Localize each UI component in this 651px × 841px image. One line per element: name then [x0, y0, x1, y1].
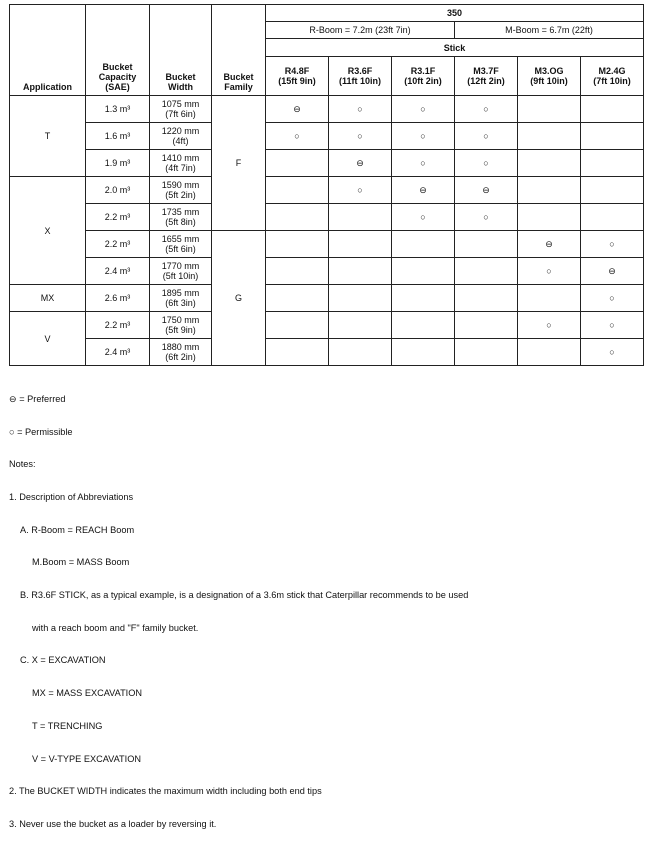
rating-cell: ⊖ — [329, 150, 392, 177]
rating-cell: ○ — [518, 258, 581, 285]
model-header: 350 — [266, 5, 644, 22]
rating-cell — [455, 312, 518, 339]
note-line: 1. Description of Abbreviations — [9, 491, 134, 502]
rating-cell — [266, 339, 329, 366]
rating-cell: ○ — [455, 150, 518, 177]
table-row — [10, 123, 644, 150]
rating-cell: ○ — [455, 96, 518, 123]
rating-cell — [518, 204, 581, 231]
rating-cell: ○ — [329, 123, 392, 150]
rating-cell — [518, 123, 581, 150]
note-line: 2. The BUCKET WIDTH indicates the maximum width including both end tips — [9, 786, 322, 797]
rating-cell — [392, 231, 455, 258]
table-row — [10, 96, 644, 123]
rating-cell — [455, 231, 518, 258]
family-cell: F — [212, 96, 266, 231]
table-row — [10, 177, 644, 204]
rating-cell — [518, 339, 581, 366]
rating-cell — [392, 339, 455, 366]
rating-cell — [329, 231, 392, 258]
bucket-family-header: Bucket Family — [212, 5, 266, 96]
rating-cell — [581, 123, 644, 150]
capacity-cell: 1.9 m³ — [86, 150, 150, 177]
rating-cell — [329, 204, 392, 231]
rating-cell — [266, 150, 329, 177]
rating-cell: ○ — [266, 123, 329, 150]
table-row — [10, 258, 644, 285]
rating-cell — [266, 177, 329, 204]
legend-permissible: ○ = Permissible — [9, 426, 73, 437]
rating-cell: ○ — [581, 285, 644, 312]
note-line: A. R-Boom = REACH Boom — [20, 524, 135, 535]
table-row — [10, 285, 644, 312]
rating-cell — [455, 285, 518, 312]
width-cell: 1880 mm (6ft 2in) — [150, 339, 212, 366]
rating-cell — [329, 258, 392, 285]
notes-heading: Notes: — [9, 459, 36, 470]
rating-cell: ○ — [455, 204, 518, 231]
stick-col-header: M3.OG (9ft 10in) — [518, 57, 581, 96]
rating-cell — [266, 231, 329, 258]
note-line: M.Boom = MASS Boom — [32, 557, 130, 568]
rating-cell — [392, 312, 455, 339]
stick-col-header: R3.6F (11ft 10in) — [329, 57, 392, 96]
rating-cell: ○ — [581, 231, 644, 258]
stick-col-header: R4.8F (15ft 9in) — [266, 57, 329, 96]
width-cell: 1220 mm (4ft) — [150, 123, 212, 150]
rating-cell: ○ — [581, 339, 644, 366]
capacity-cell: 2.4 m³ — [86, 258, 150, 285]
mboom-header: M-Boom = 6.7m (22ft) — [455, 22, 644, 39]
rating-cell — [581, 96, 644, 123]
rating-cell: ⊖ — [455, 177, 518, 204]
bucket-capacity-header: Bucket Capacity (SAE) — [86, 5, 150, 96]
bucket-selection-table — [9, 4, 644, 366]
rating-cell — [518, 96, 581, 123]
rating-cell — [581, 204, 644, 231]
rating-cell — [266, 204, 329, 231]
rating-cell: ○ — [329, 177, 392, 204]
rating-cell: ○ — [518, 312, 581, 339]
width-cell: 1770 mm (5ft 10in) — [150, 258, 212, 285]
rating-cell — [329, 312, 392, 339]
rating-cell — [392, 258, 455, 285]
rating-cell: ○ — [581, 312, 644, 339]
family-cell: G — [212, 231, 266, 366]
note-line: with a reach boom and "F" family bucket. — [32, 622, 199, 633]
rating-cell — [392, 285, 455, 312]
capacity-cell: 2.2 m³ — [86, 312, 150, 339]
capacity-cell: 1.3 m³ — [86, 96, 150, 123]
table-row — [10, 150, 644, 177]
width-cell: 1735 mm (5ft 8in) — [150, 204, 212, 231]
stick-col-header: M3.7F (12ft 2in) — [455, 57, 518, 96]
capacity-cell: 1.6 m³ — [86, 123, 150, 150]
legend-preferred: ⊖ = Preferred — [9, 393, 66, 404]
capacity-cell: 2.4 m³ — [86, 339, 150, 366]
notes-section — [9, 372, 639, 841]
width-cell: 1750 mm (5ft 9in) — [150, 312, 212, 339]
rating-cell: ○ — [392, 96, 455, 123]
stick-col-header: R3.1F (10ft 2in) — [392, 57, 455, 96]
width-cell: 1410 mm (4ft 7in) — [150, 150, 212, 177]
rating-cell — [455, 258, 518, 285]
capacity-cell: 2.0 m³ — [86, 177, 150, 204]
table-row — [10, 312, 644, 339]
stick-col-header: M2.4G (7ft 10in) — [581, 57, 644, 96]
capacity-cell: 2.2 m³ — [86, 231, 150, 258]
rating-cell — [329, 285, 392, 312]
rating-cell — [581, 150, 644, 177]
rating-cell — [581, 177, 644, 204]
rboom-header: R-Boom = 7.2m (23ft 7in) — [266, 22, 455, 39]
rating-cell: ⊖ — [581, 258, 644, 285]
width-cell: 1590 mm (5ft 2in) — [150, 177, 212, 204]
application-cell: MX — [10, 285, 86, 312]
rating-cell — [518, 177, 581, 204]
rating-cell — [329, 339, 392, 366]
rating-cell: ⊖ — [266, 96, 329, 123]
note-line: MX = MASS EXCAVATION — [32, 688, 143, 699]
width-cell: 1655 mm (5ft 6in) — [150, 231, 212, 258]
note-line: 3. Never use the bucket as a loader by reversing it. — [9, 818, 217, 829]
rating-cell: ○ — [392, 123, 455, 150]
table-row — [10, 339, 644, 366]
rating-cell — [266, 285, 329, 312]
rating-cell: ○ — [329, 96, 392, 123]
rating-cell — [266, 312, 329, 339]
note-line: V = V-TYPE EXCAVATION — [32, 753, 141, 764]
rating-cell — [266, 258, 329, 285]
note-line: T = TRENCHING — [32, 720, 103, 731]
capacity-cell: 2.6 m³ — [86, 285, 150, 312]
note-line: B. R3.6F STICK, as a typical example, is a designation of a 3.6m stick that Caterpillar recommends to be used — [20, 590, 469, 601]
rating-cell — [518, 150, 581, 177]
rating-cell — [518, 285, 581, 312]
note-line: C. X = EXCAVATION — [20, 655, 106, 666]
bucket-width-header: Bucket Width — [150, 5, 212, 96]
table-row — [10, 204, 644, 231]
rating-cell: ○ — [455, 123, 518, 150]
application-header: Application — [10, 5, 86, 96]
stick-header: Stick — [266, 39, 644, 57]
rating-cell: ○ — [392, 150, 455, 177]
rating-cell: ○ — [392, 204, 455, 231]
rating-cell: ⊖ — [518, 231, 581, 258]
width-cell: 1075 mm (7ft 6in) — [150, 96, 212, 123]
application-cell: T — [10, 96, 86, 177]
application-cell: X — [10, 177, 86, 285]
rating-cell: ⊖ — [392, 177, 455, 204]
rating-cell — [455, 339, 518, 366]
application-cell: V — [10, 312, 86, 366]
table-row — [10, 231, 644, 258]
width-cell: 1895 mm (6ft 3in) — [150, 285, 212, 312]
capacity-cell: 2.2 m³ — [86, 204, 150, 231]
